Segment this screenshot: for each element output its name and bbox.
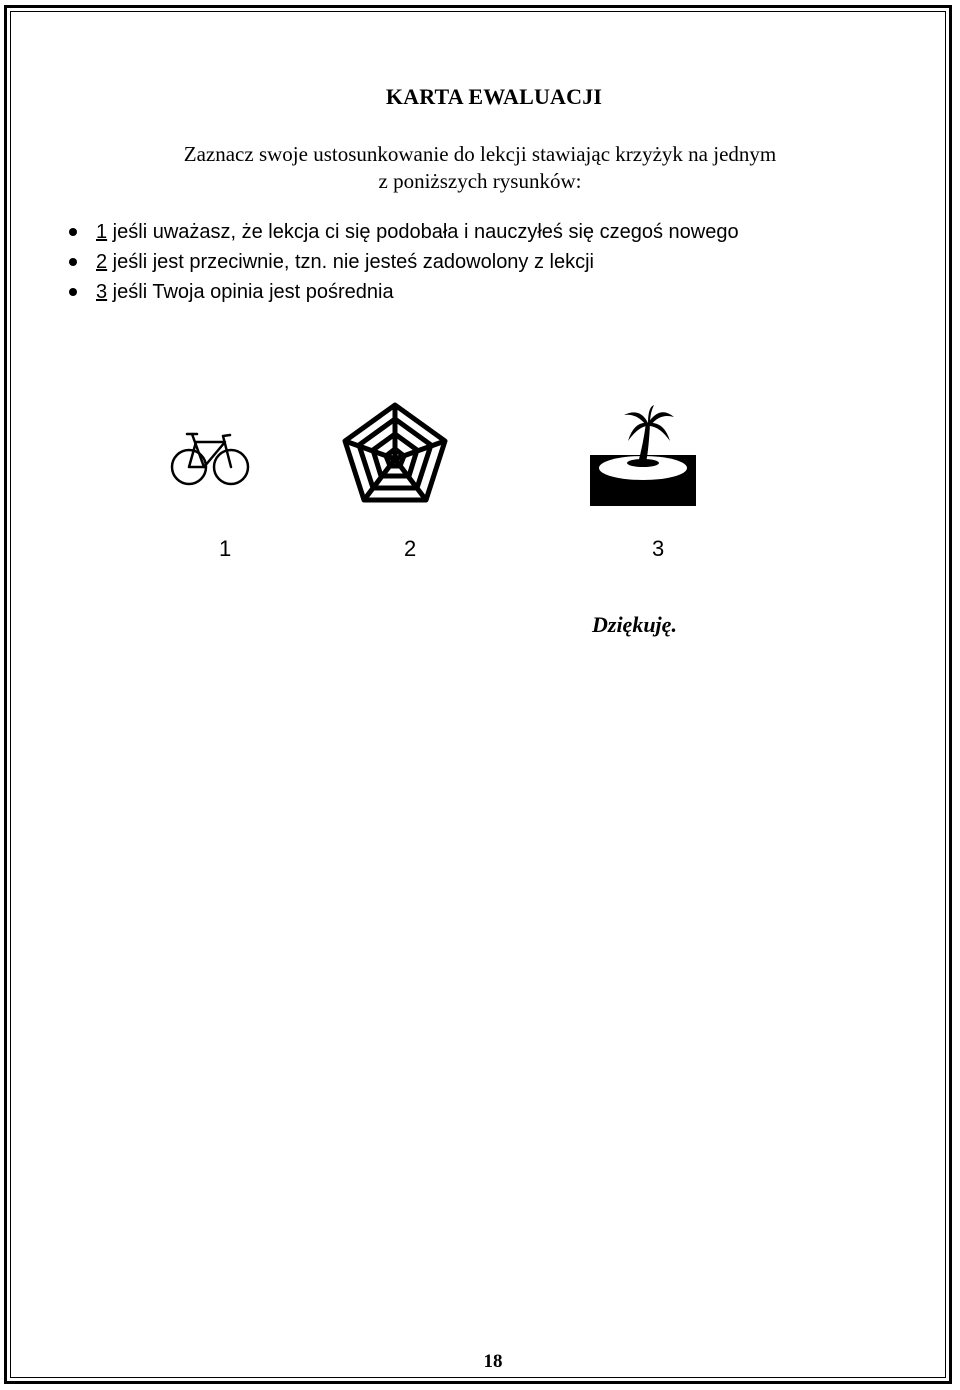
option-label: 1 xyxy=(219,536,232,561)
option-label: 3 xyxy=(652,536,665,561)
legend-item xyxy=(64,248,739,278)
instruction-line-1: Zaznacz swoje ustosunkowanie do lekcji stawiając krzyżyk na jednym xyxy=(183,142,777,166)
legend-number: 2 xyxy=(96,251,108,273)
palm-island-icon[interactable] xyxy=(590,405,696,506)
legend-item xyxy=(64,278,739,308)
legend-text: jeśli uważasz, że lekcja ci się podobała i nauczyłeś się czegoś nowego xyxy=(107,221,739,243)
page-number: 18 xyxy=(483,1351,503,1372)
legend-list xyxy=(64,218,739,308)
legend-text: jeśli jest przeciwnie, tzn. nie jesteś zadowolony z lekcji xyxy=(107,251,594,273)
thanks-text: Dziękuję. xyxy=(592,612,677,637)
legend-text: jeśli Twoja opinia jest pośrednia xyxy=(107,281,394,303)
legend-number: 3 xyxy=(96,281,108,303)
instruction xyxy=(0,141,960,195)
bicycle-icon[interactable] xyxy=(168,430,252,488)
instruction-line-2: z poniższych rysunków: xyxy=(378,169,582,193)
page-border-inner xyxy=(10,11,946,1378)
bullet-icon xyxy=(69,288,77,296)
bullet-icon xyxy=(69,258,77,266)
page-title: KARTA EWALUACJI xyxy=(385,84,603,109)
spider-web-icon[interactable] xyxy=(338,401,450,505)
option-label: 2 xyxy=(404,536,417,561)
bullet-icon xyxy=(69,228,77,236)
legend-number: 1 xyxy=(96,221,108,243)
legend-item xyxy=(64,218,739,248)
